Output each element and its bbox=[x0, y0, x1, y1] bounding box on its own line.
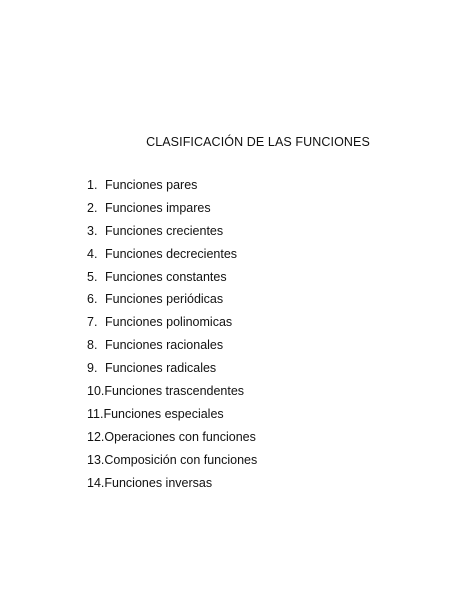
list-item-number: 4. bbox=[87, 246, 98, 261]
list-item-text: Funciones inversas bbox=[104, 475, 213, 490]
list-item-text: Funciones polinomicas bbox=[105, 315, 233, 330]
list-item-number: 2. bbox=[87, 200, 98, 215]
list-item-text: Funciones racionales bbox=[105, 338, 224, 353]
list-item bbox=[87, 474, 257, 497]
list-item-number: 12. bbox=[87, 429, 105, 444]
list-item-number: 1. bbox=[87, 178, 98, 192]
list-item bbox=[87, 199, 257, 222]
list-item-text: Funciones decrecientes bbox=[105, 246, 238, 261]
list-item bbox=[87, 176, 257, 199]
list-item-text: Operaciones con funciones bbox=[104, 429, 256, 444]
list-item-text: Funciones radicales bbox=[105, 361, 217, 376]
list-item-text: Funciones pares bbox=[105, 178, 198, 192]
list-item bbox=[87, 359, 257, 382]
list-item-number: 13. bbox=[87, 452, 105, 467]
list-item-number: 3. bbox=[87, 223, 98, 238]
list-item-number: 8. bbox=[87, 338, 98, 353]
list-item-text: Funciones periódicas bbox=[105, 292, 224, 307]
list-item-number: 11. bbox=[87, 406, 104, 421]
list-item bbox=[87, 405, 257, 428]
list-item-number: 10. bbox=[87, 384, 105, 399]
list-item bbox=[87, 222, 257, 245]
list-item bbox=[87, 428, 257, 451]
list-item bbox=[87, 245, 257, 268]
list-item-number: 9. bbox=[87, 361, 98, 376]
list-item bbox=[87, 382, 257, 405]
list-item-text: Composición con funciones bbox=[104, 452, 258, 467]
list-item-text: Funciones constantes bbox=[105, 269, 227, 284]
list-item-text: Funciones impares bbox=[105, 200, 211, 215]
list-item bbox=[87, 268, 257, 291]
list-item bbox=[87, 290, 257, 313]
list-item-text: Funciones especiales bbox=[103, 406, 224, 421]
list-item-text: Funciones trascendentes bbox=[104, 384, 245, 399]
list-item-number: 14. bbox=[87, 475, 105, 490]
list-item bbox=[87, 451, 257, 474]
list-item-number: 7. bbox=[87, 315, 98, 330]
list-item bbox=[87, 313, 257, 336]
functions-list bbox=[87, 176, 257, 496]
document-title: CLASIFICACIÓN DE LAS FUNCIONES bbox=[146, 135, 370, 149]
list-item bbox=[87, 336, 257, 359]
list-item-text: Funciones crecientes bbox=[105, 223, 224, 238]
list-item-number: 5. bbox=[87, 269, 98, 284]
list-item-number: 6. bbox=[87, 292, 98, 307]
